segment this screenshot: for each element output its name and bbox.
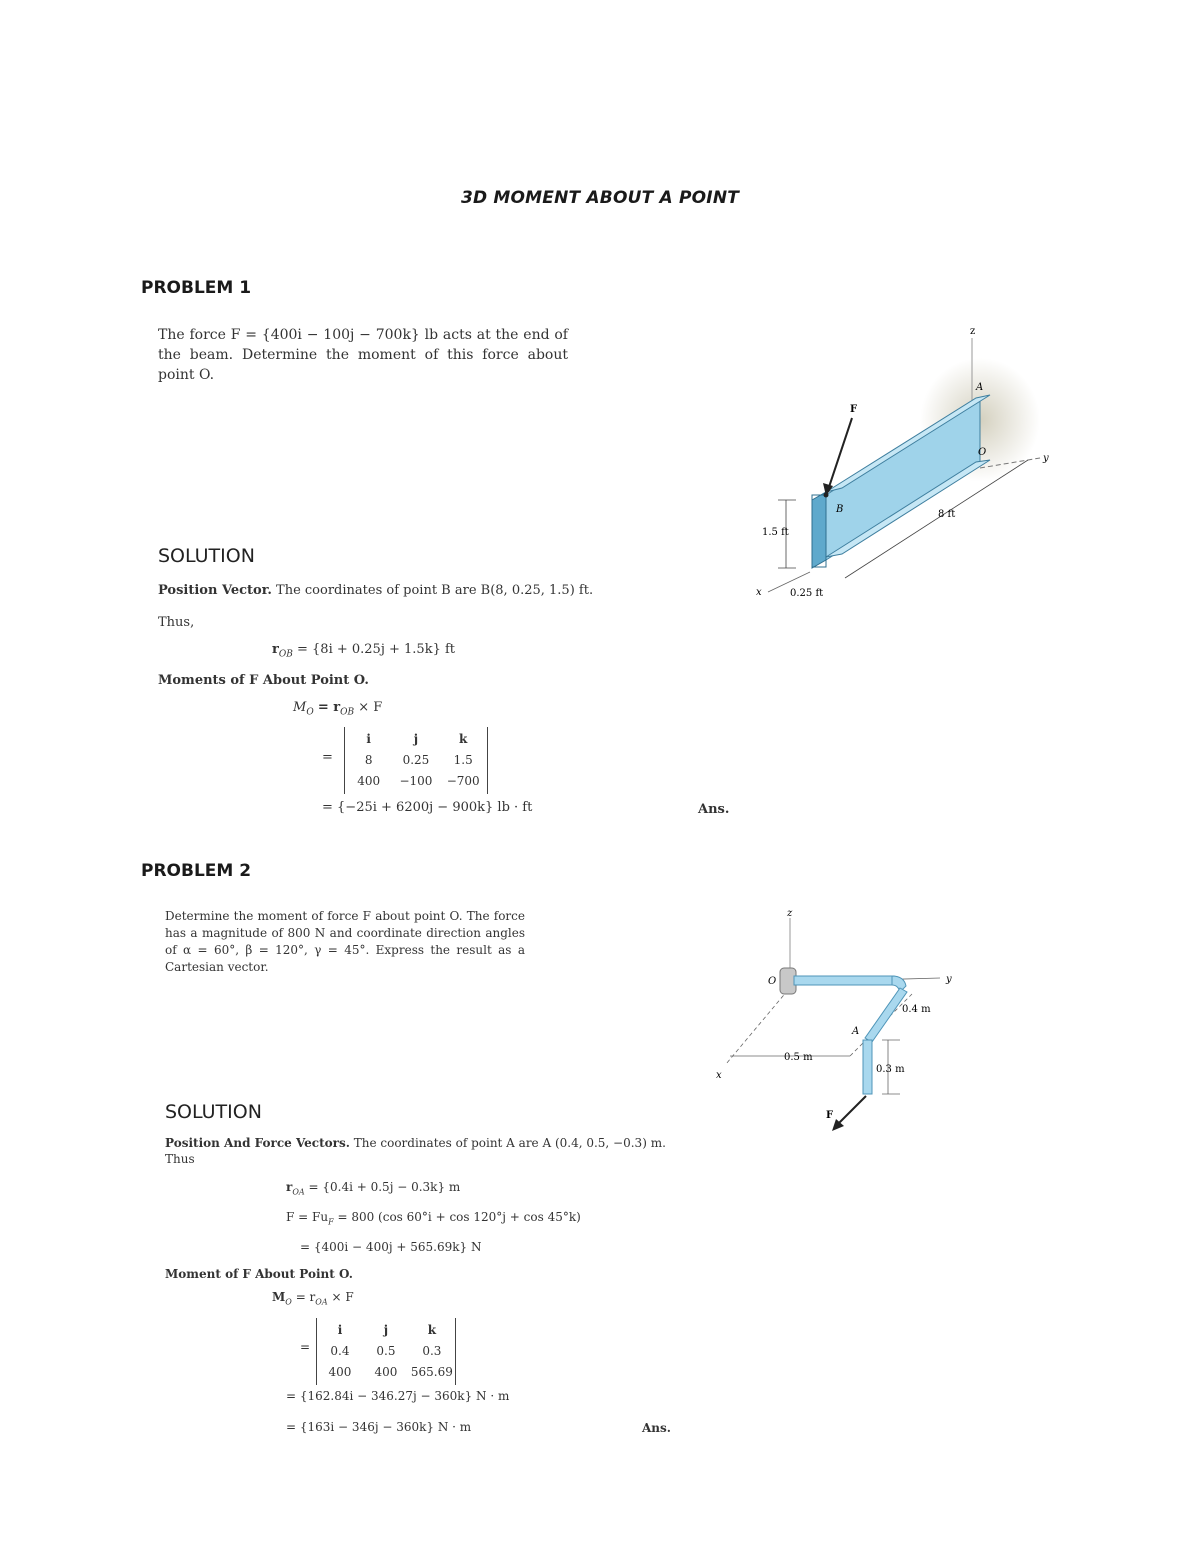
mo2-r: = r [295, 1290, 316, 1304]
vectors-text: The coordinates of point A are A (0.4, 0.5, −0.3) m. [353, 1136, 666, 1150]
problem-1-heading: PROBLEM 1 [141, 278, 252, 298]
det-row [317, 1341, 455, 1362]
det-cell: j [413, 732, 419, 746]
equation-r-ob [272, 642, 455, 660]
det-cell: k [427, 1323, 437, 1337]
fig2-label-y: y [946, 974, 952, 985]
fig1-label-f: F [850, 404, 858, 415]
fig1-label-025ft: 0.25 ft [790, 588, 824, 599]
force-result: = {400i − 400j + 565.69k} N [300, 1240, 482, 1254]
mo-subscript: O [306, 707, 314, 718]
fig1-label-15ft: 1.5 ft [762, 527, 789, 538]
force-lhs: F = Fu [286, 1210, 329, 1224]
problem-2-result-1: = {162.84i − 346.27j − 360k} N · m [286, 1389, 510, 1403]
r-ob-rhs: = {8i + 0.25j + 1.5k} ft [297, 642, 456, 657]
det-cell: 400 [328, 1365, 352, 1379]
det-cell: 0.3 [422, 1344, 442, 1358]
mo-symbol: M [293, 700, 307, 715]
fig1-label-b: B [836, 504, 844, 515]
mo2-subscript: O [285, 1297, 292, 1307]
det-cell: 0.25 [402, 753, 430, 767]
det-cell: 400 [357, 774, 381, 788]
r-oa-symbol: r [286, 1180, 293, 1194]
det-cell: 565.69 [410, 1365, 453, 1379]
fig2-label-04m: 0.4 m [902, 1004, 931, 1015]
point-b-marker [824, 493, 829, 498]
r-oa-rhs: = {0.4i + 0.5j − 0.3k} m [308, 1180, 461, 1194]
det-cell: −700 [446, 774, 480, 788]
det-cell: k [459, 732, 468, 746]
problem-1-position-vector [158, 583, 593, 598]
equation-mo-2 [272, 1290, 354, 1306]
mo-tail: × F [358, 700, 383, 715]
problem-1-thus: Thus, [158, 615, 195, 630]
problem-2-statement: Determine the moment of force F about point O. The force has a magnitude of 800 N and coordinate direction angles of α = 60°, β = 120°, γ = 45°. Express the result as a Cartesian vector. [165, 909, 525, 974]
pipe-horizontal [794, 976, 894, 985]
det-cell: 0.5 [376, 1344, 396, 1358]
x-axis-line-2 [726, 990, 788, 1064]
fig2-label-a: A [852, 1026, 860, 1037]
problem-1-solution-heading: SOLUTION [158, 545, 255, 567]
position-vector-label: Position Vector. [158, 583, 272, 598]
fig2-label-05m: 0.5 m [784, 1052, 813, 1063]
r-symbol: r [272, 642, 279, 657]
moment-label: Moment of F About Point O. [165, 1267, 353, 1281]
problem-2-thus: Thus [165, 1152, 195, 1166]
fig1-label-o: O [978, 447, 987, 458]
det-cell: 400 [374, 1365, 398, 1379]
pipe-diagonal [865, 988, 907, 1042]
determinant-1 [344, 727, 488, 794]
moments-label: Moments of F About Point O. [158, 673, 369, 688]
fig2-label-z: z [787, 908, 793, 919]
det-row [345, 771, 487, 792]
fig1-label-x: x [756, 587, 762, 598]
problem-1-ans: Ans. [698, 802, 730, 817]
force-arrow-line-2 [836, 1096, 866, 1126]
problem-2-result-2: = {163i − 346j − 360k} N · m [286, 1420, 472, 1434]
beam-figure [740, 320, 1070, 620]
fig2-label-f: F [826, 1110, 834, 1121]
fig1-label-8ft: 8 ft [938, 509, 956, 520]
page-title: 3D MOMENT ABOUT A POINT [460, 188, 740, 208]
mo2-symbol: M [272, 1290, 286, 1304]
problem-1-result: = {−25i + 6200j − 900k} lb · ft [322, 800, 533, 815]
equation-mo [293, 700, 382, 718]
mo-r-subscript: OB [340, 707, 355, 718]
problem-1-statement: The force F = {400i − 100j − 700k} lb acts at the end of the beam. Determine the moment of this force about point O. [158, 327, 568, 383]
pipe-figure [700, 900, 970, 1140]
problem-2-solution-heading: SOLUTION [165, 1101, 262, 1123]
fig1-label-y: y [1043, 453, 1049, 464]
det-cell: 8 [364, 753, 373, 767]
det-row [345, 750, 487, 771]
vectors-label: Position And Force Vectors. [165, 1136, 350, 1150]
equation-force [286, 1210, 581, 1226]
mo2-tail: × F [331, 1290, 354, 1304]
det-cell: i [337, 1323, 343, 1337]
det-equals: = [322, 750, 333, 765]
position-vector-text: The coordinates of point B are B(8, 0.25, 1.5) ft. [276, 583, 594, 598]
force-subscript: F [328, 1217, 334, 1227]
mo2-r-subscript: OA [315, 1297, 328, 1307]
determinant-2 [316, 1318, 456, 1385]
problem-2-ans: Ans. [642, 1421, 671, 1435]
det-row [345, 729, 487, 750]
det-row [317, 1320, 455, 1341]
equation-r-oa [286, 1180, 460, 1196]
fig2-label-03m: 0.3 m [876, 1064, 905, 1075]
det-row [317, 1362, 455, 1383]
r-oa-subscript: OA [292, 1187, 305, 1197]
det-cell: 1.5 [453, 753, 473, 767]
beam-end-face [812, 492, 826, 568]
fig2-label-x: x [716, 1070, 722, 1081]
det-cell: j [383, 1323, 389, 1337]
pipe-vertical [863, 1040, 872, 1094]
det-cell: −100 [399, 774, 433, 788]
det2-equals: = [300, 1340, 311, 1354]
problem-2-vectors [165, 1136, 666, 1150]
det-cell: 0.4 [330, 1344, 350, 1358]
problem-2-heading: PROBLEM 2 [141, 861, 252, 881]
det-cell: i [366, 732, 371, 746]
mo-r: = r [317, 700, 341, 715]
fig2-label-o: O [768, 976, 777, 987]
r-subscript: OB [278, 649, 293, 660]
fig1-label-a: A [976, 382, 984, 393]
force-rhs: = 800 (cos 60°i + cos 120°j + cos 45°k) [337, 1210, 581, 1224]
fig1-label-z: z [970, 326, 976, 337]
